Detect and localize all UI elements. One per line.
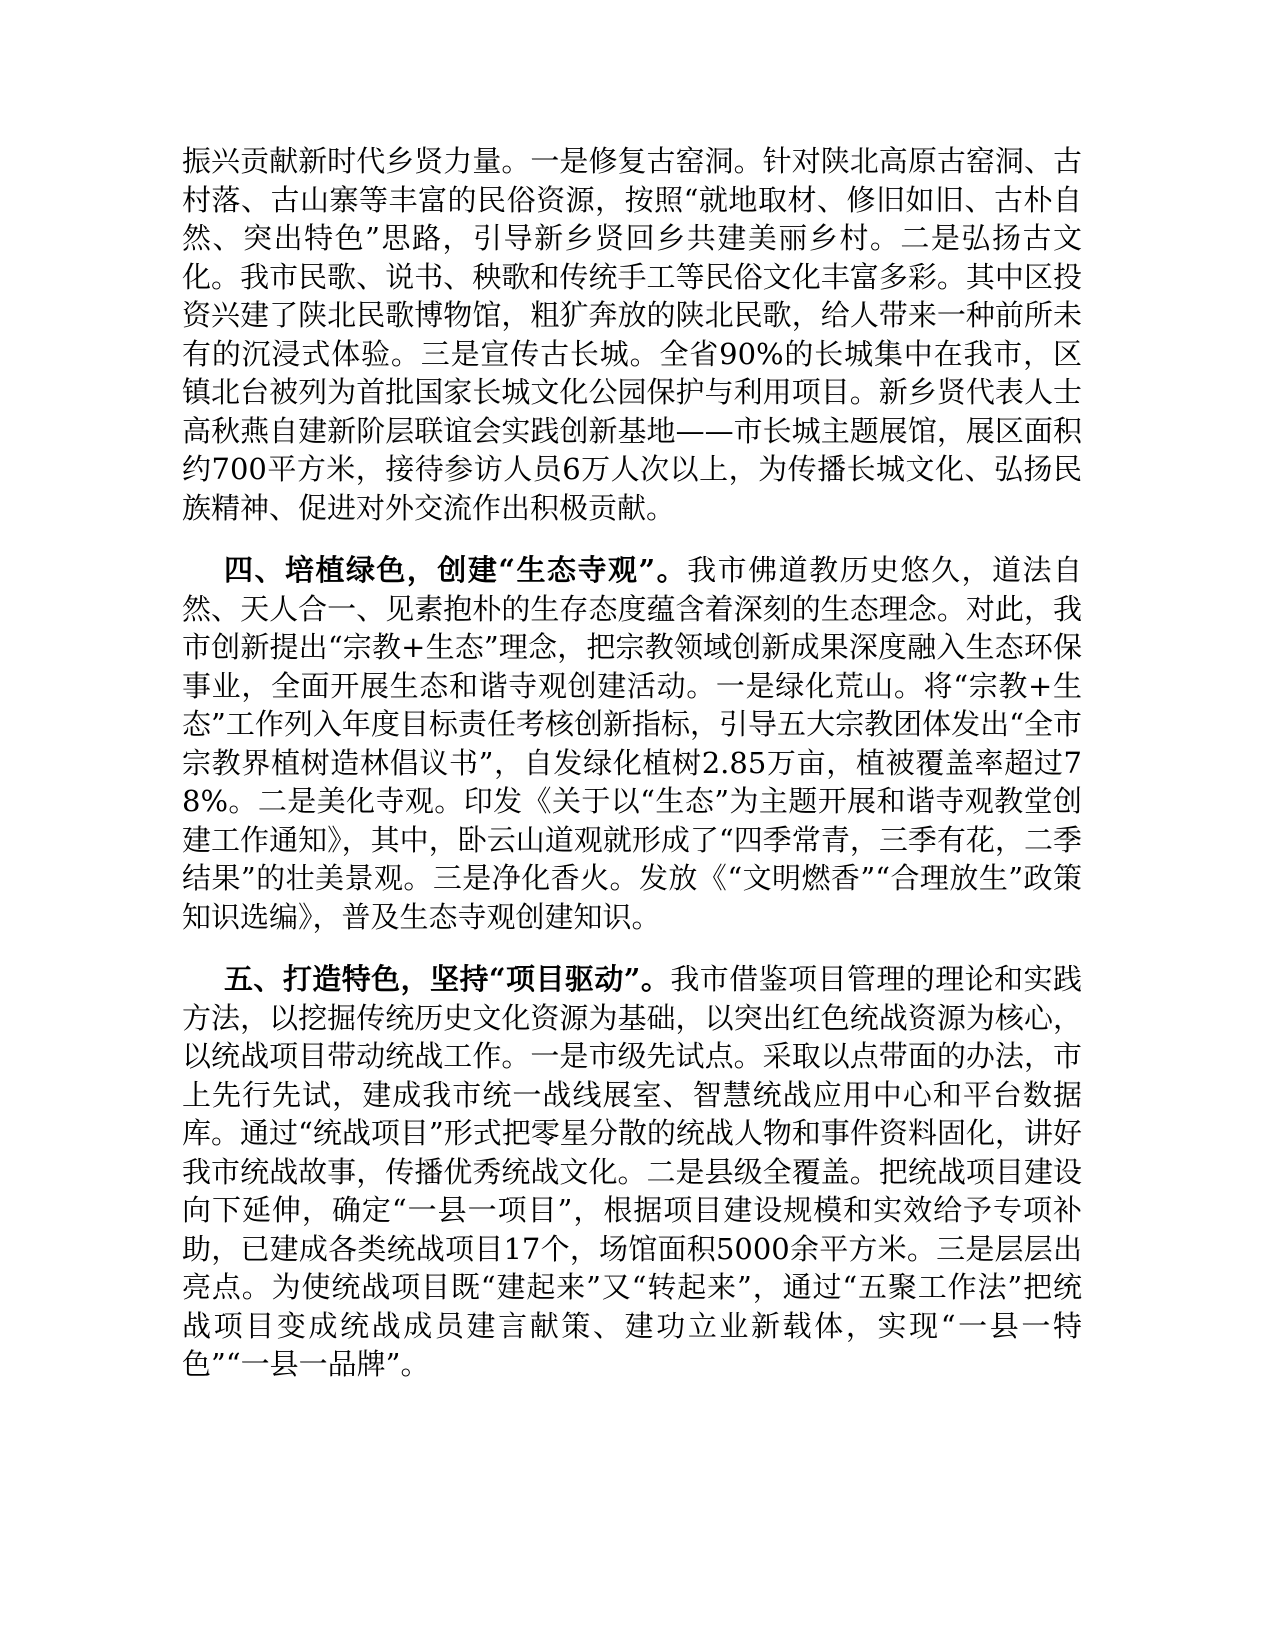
paragraph-section-four [182,551,1082,936]
paragraph-continuation [182,142,1082,527]
paragraph-section-five [182,960,1082,1384]
paragraph-text: 我市佛道教历史悠久，道法自然、天人合一、见素抱朴的生存态度蕴含着深刻的生态理念。对此，我市创新提出“宗教+生态”理念，把宗教领域创新成果深度融入生态环保事业，全面开展生态和谐寺观创建活动。一是绿化荒山。将“宗教+生态”工作列入年度目标责任考核创新指标，引导五大宗教团体发出“全市宗教界植树造林倡议书”，自发绿化植树2.85万亩，植被覆盖率超过78%。二是美化寺观。印发《关于以“生态”为主题开展和谐寺观教堂创建工作通知》，其中，卧云山道观就形成了“四季常青，三季有花，二季结果”的壮美景观。三是净化香火。发放《“文明燃香”“合理放生”政策知识选编》，普及生态寺观创建知识。 [182,553,1082,934]
paragraph-text: 振兴贡献新时代乡贤力量。一是修复古窑洞。针对陕北高原古窑洞、古村落、古山寨等丰富的民俗资源，按照“就地取材、修旧如旧、古朴自然、突出特色”思路，引导新乡贤回乡共建美丽乡村。二是弘扬古文化。我市民歌、说书、秧歌和传统手工等民俗文化丰富多彩。其中区投资兴建了陕北民歌博物馆，粗犷奔放的陕北民歌，给人带来一种前所未有的沉浸式体验。三是宣传古长城。全省90%的长城集中在我市，区镇北台被列为首批国家长城文化公园保护与利用项目。新乡贤代表人士高秋燕自建新阶层联谊会实践创新基地——市长城主题展馆，展区面积约700平方米，接待参访人员6万人次以上，为传播长城文化、弘扬民族精神、促进对外交流作出积极贡献。 [182,144,1082,525]
section-heading: 五、打造特色，坚持“项目驱动”。 [224,962,671,996]
document-page [182,142,1082,1408]
paragraph-text: 我市借鉴项目管理的理论和实践方法，以挖掘传统历史文化资源为基础，以突出红色统战资源为核心，以统战项目带动统战工作。一是市级先试点。采取以点带面的办法，市上先行先试，建成我市统一战线展室、智慧统战应用中心和平台数据库。通过“统战项目”形式把零星分散的统战人物和事件资料固化，讲好我市统战故事，传播优秀统战文化。二是县级全覆盖。把统战项目建设向下延伸，确定“一县一项目”，根据项目建设规模和实效给予专项补助，已建成各类统战项目17个，场馆面积5000余平方米。三是层层出亮点。为使统战项目既“建起来”又“转起来”，通过“五聚工作法”把统战项目变成统战成员建言献策、建功立业新载体，实现“一县一特色”“一县一品牌”。 [182,962,1082,1381]
section-heading: 四、培植绿色，创建“生态寺观”。 [224,553,688,587]
